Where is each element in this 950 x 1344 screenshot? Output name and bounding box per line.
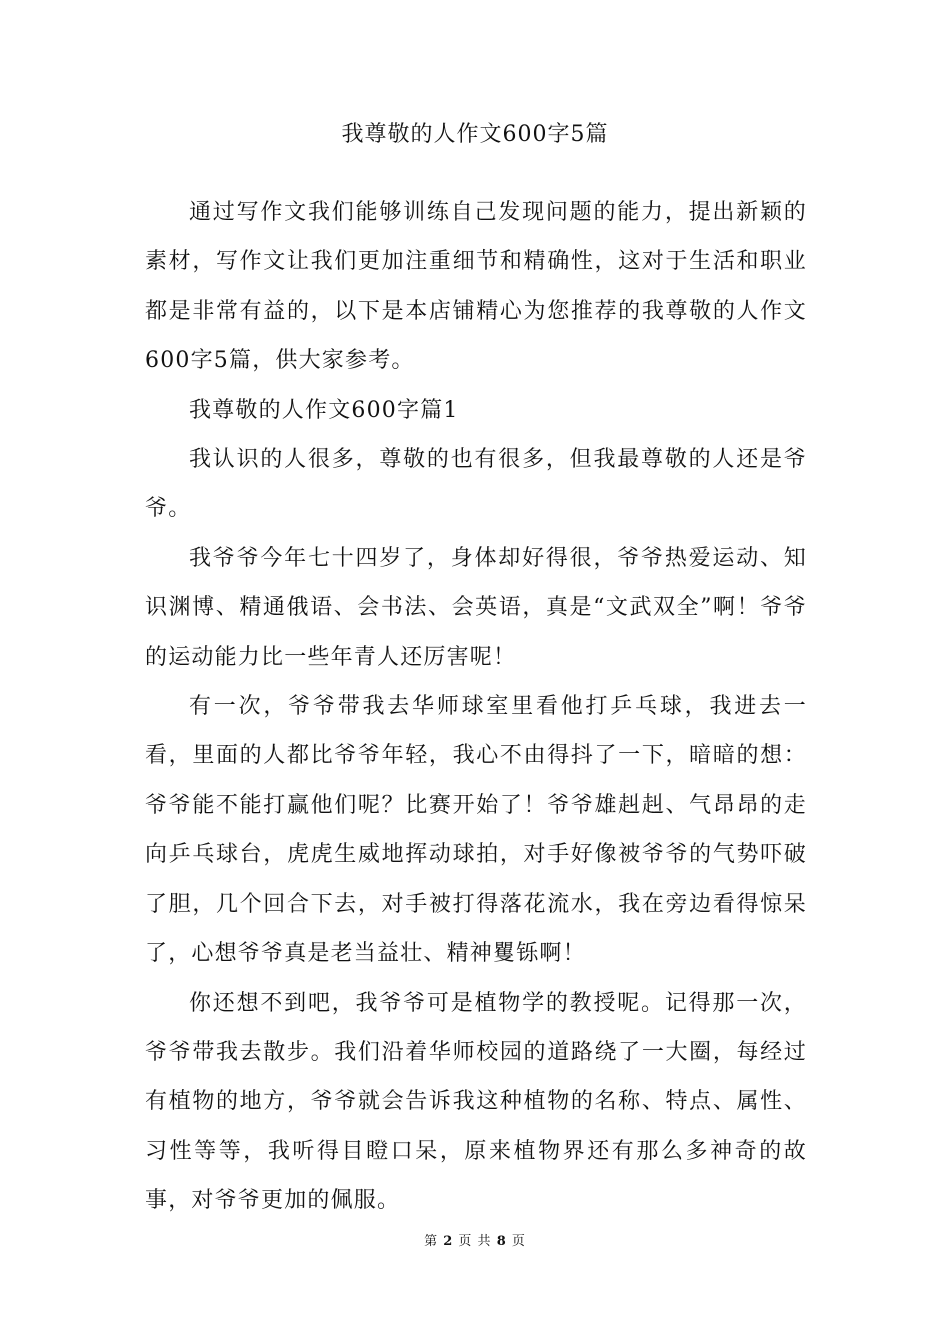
page-footer bbox=[0, 1232, 950, 1252]
footer-prefix: 第 bbox=[424, 1234, 439, 1249]
page-number: 2 bbox=[443, 1234, 454, 1249]
body-paragraph: 我爷爷今年七十四岁了，身体却好得很，爷爷热爱运动、知识渊博、精通俄语、会书法、会英语，真是“文武双全”啊！爷爷的运动能力比一些年青人还厉害呢！ bbox=[145, 545, 807, 670]
section-heading: 我尊敬的人作文600字篇1 bbox=[189, 397, 459, 423]
footer-suffix: 页 bbox=[511, 1234, 526, 1249]
body-paragraph: 你还想不到吧，我爷爷可是植物学的教授呢。记得那一次，爷爷带我去散步。我们沿着华师校园的道路绕了一大圈，每经过有植物的地方，爷爷就会告诉我这种植物的名称、特点、属性、习性等等，我听得目瞪口呆，原来植物界还有那么多神奇的故事，对爷爷更加的佩服。 bbox=[145, 990, 807, 1214]
document-body bbox=[145, 188, 807, 1226]
body-paragraph: 有一次，爷爷带我去华师球室里看他打乒乓球，我进去一看，里面的人都比爷爷年轻，我心不由得抖了一下，暗暗的想：爷爷能不能打赢他们呢？比赛开始了！爷爷雄赳赳、气昂昂的走向乒乓球台，虎虎生威地挥动球拍，对手好像被爷爷的气势吓破了胆，几个回合下去，对手被打得落花流水，我在旁边看得惊呆了，心想爷爷真是老当益壮、精神矍铄啊！ bbox=[145, 694, 807, 967]
intro-paragraph: 通过写作文我们能够训练自己发现问题的能力，提出新颖的素材，写作文让我们更加注重细节和精确性，这对于生活和职业都是非常有益的，以下是本店铺精心为您推荐的我尊敬的人作文600字5篇，供大家参考。 bbox=[145, 200, 807, 374]
document-title: 我尊敬的人作文600字5篇 bbox=[341, 122, 609, 147]
total-pages: 8 bbox=[496, 1234, 507, 1249]
footer-middle: 页 共 bbox=[458, 1234, 492, 1249]
body-paragraph: 我认识的人很多，尊敬的也有很多，但我最尊敬的人还是爷爷。 bbox=[145, 447, 807, 522]
